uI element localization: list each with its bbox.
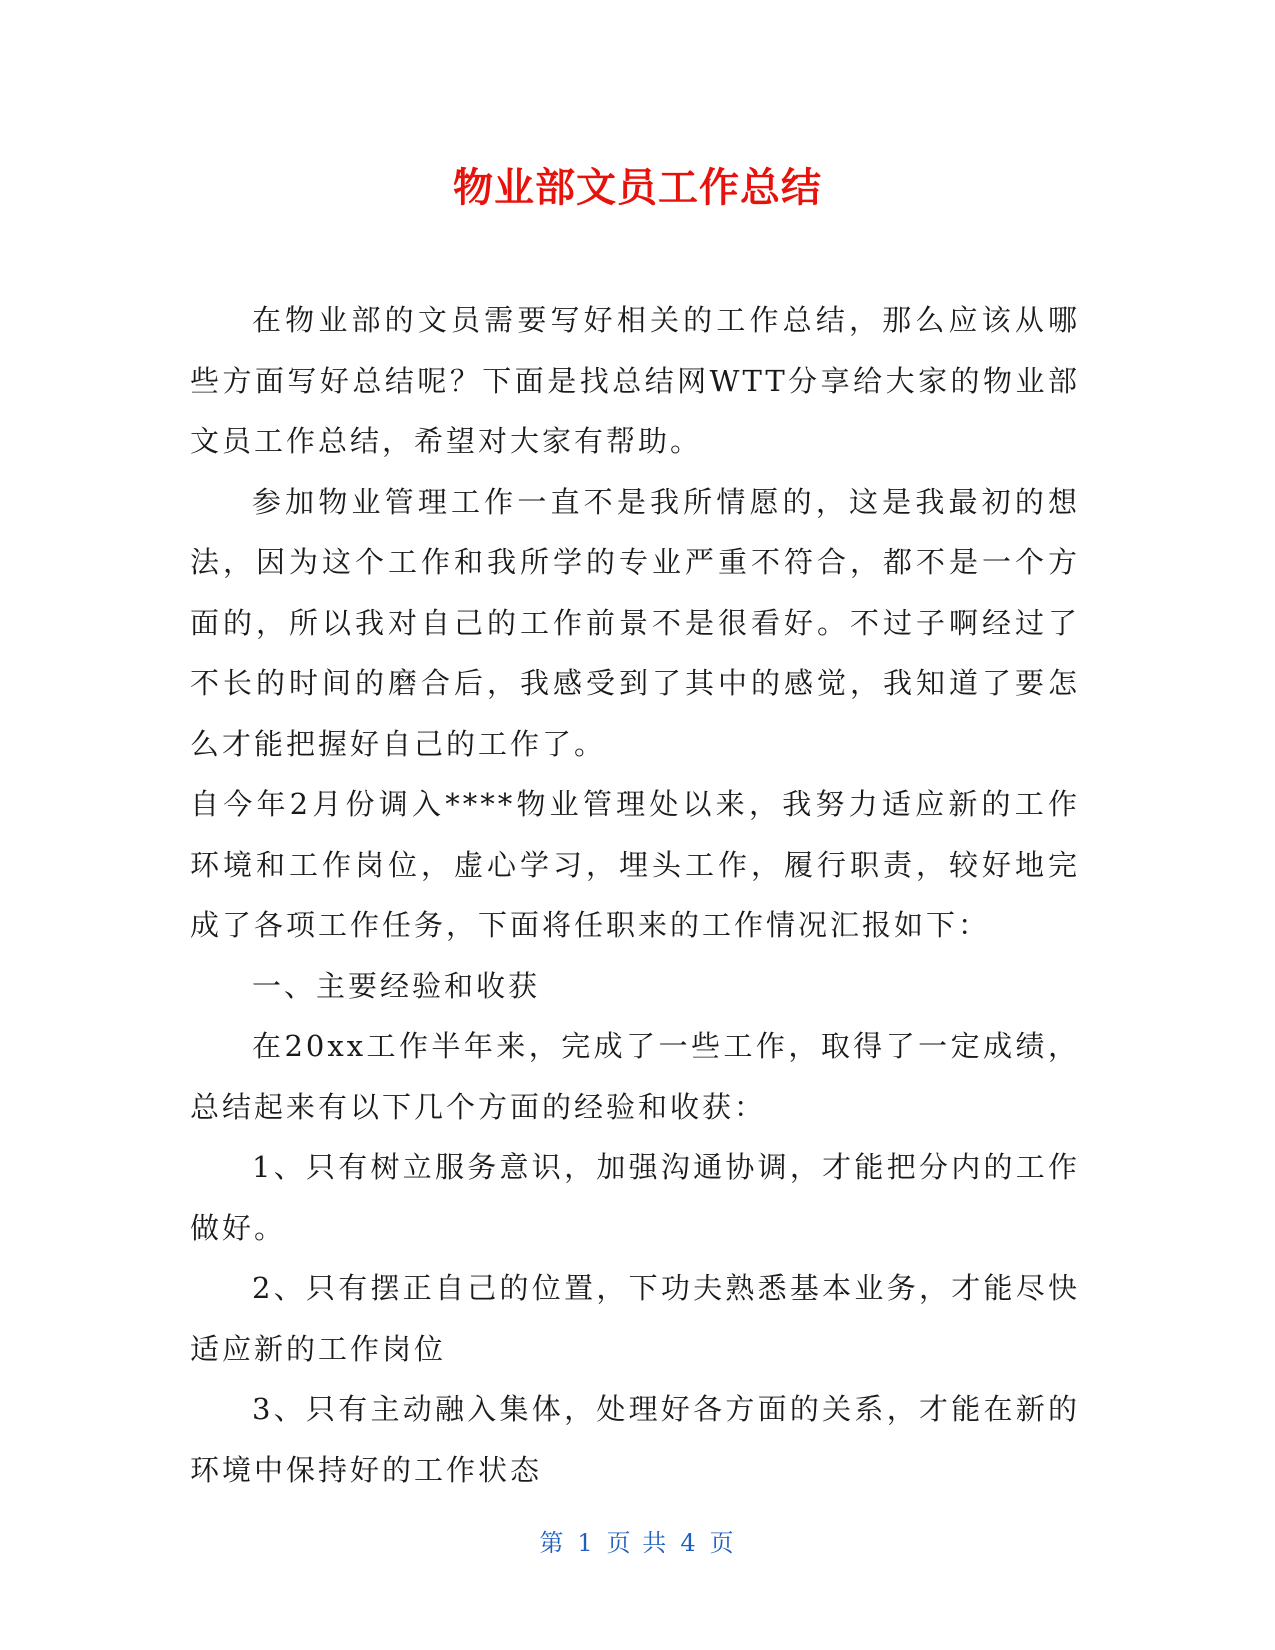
list-item-1: 1、只有树立服务意识，加强沟通协调，才能把分内的工作做好。: [190, 1150, 1080, 1245]
document-body: [190, 290, 1080, 1500]
footer-current-page: 1: [577, 1529, 595, 1557]
section-heading-experience: 一、主要经验和收获: [252, 968, 541, 1003]
paragraph-transfer-report: 自今年2月份调入****物业管理处以来，我努力适应新的工作环境和工作岗位，虚心学习，埋头工作，履行职责，较好地完成了各项工作任务，下面将任职来的工作情况汇报如下：: [190, 787, 1080, 942]
footer-total-pages: 4: [680, 1529, 698, 1557]
page-footer: [0, 1527, 1275, 1559]
paragraph-half-year-summary: 在20xx工作半年来，完成了一些工作，取得了一定成绩，总结起来有以下几个方面的经验和收获：: [190, 1029, 1080, 1124]
paragraph-initial-thoughts: 参加物业管理工作一直不是我所情愿的，这是我最初的想法，因为这个工作和我所学的专业严重不符合，都不是一个方面的，所以我对自己的工作前景不是很看好。不过子啊经过了不长的时间的磨合后，我感受到了其中的感觉，我知道了要怎么才能把握好自己的工作了。: [190, 484, 1080, 761]
footer-suffix: 页: [709, 1529, 736, 1557]
footer-prefix: 第: [539, 1529, 566, 1557]
paragraph-intro: 在物业部的文员需要写好相关的工作总结，那么应该从哪些方面写好总结呢？下面是找总结网WTT分享给大家的物业部文员工作总结，希望对大家有帮助。: [190, 303, 1080, 458]
footer-middle: 页 共: [606, 1529, 669, 1557]
list-item-3: 3、只有主动融入集体，处理好各方面的关系，才能在新的环境中保持好的工作状态: [190, 1392, 1080, 1487]
document-title: 物业部文员工作总结: [453, 165, 822, 211]
list-item-2: 2、只有摆正自己的位置，下功夫熟悉基本业务，才能尽快适应新的工作岗位: [190, 1271, 1080, 1366]
